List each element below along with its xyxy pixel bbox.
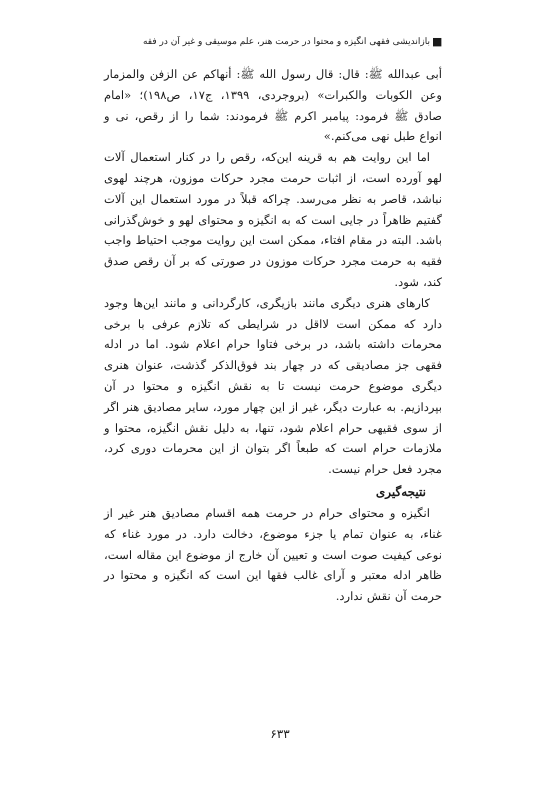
body-text <box>104 64 442 607</box>
paragraph-conclusion: انگیزه و محتوای حرام در حرمت همه اقسام مصادیق هنر غیر از غناء، به عنوان تمام یا جزء موضوع، دخالت دارد. در مورد غناء که نوعی کیفیت صوت است و تعیین آن خارج از موضوع این مقاله است، ظاهر ادله معتبر و آرای غالب فقها این است که انگیزه و محتوا در حرمت آن نقش ندارد. <box>104 505 442 604</box>
page-number: ۶۳۳ <box>270 727 290 741</box>
section-title-conclusion: نتیجه‌گیری <box>375 484 426 499</box>
header-ornament-icon: ■ <box>432 35 443 48</box>
running-header: بازاندیشی فقهی انگیزه و محتوا در حرمت هنر، علم موسیقی و غیر آن در فقه <box>142 37 430 47</box>
paragraph-other-arts: کارهای هنری دیگری مانند بازیگری، کارگردانی و مانند این‌ها وجود دارد که ممکن است لااقل در شرایطی که تلازم عرفی با برخی محرمات داشته باشد، در برخی فتاوا حرام اعلام شود. اما در ادله فقهی جز مصادیقی که در چهار بند فوق‌الذکر گذشت، عنوان هنری دیگری موضوع حرمت نیست تا به نقش انگیزه و محتوا در آن بپردازیم. به عبارت دیگر، غیر از این چهار مورد، سایر مصادیق هنر اگر از سوی فقیهی حرام اعلام شود، تنها، به دلیل نقش انگیزه، محتوا و ملازمات حرام است که طبعاً اگر بتوان از این محرمات دوری کرد، مجرد فعل حرام نیست. <box>104 295 442 477</box>
paragraph-analysis: اما این روایت هم به قرینه این‌که، رقص را در کنار استعمال آلات لهو آورده است، از اثبات حرمت مجرد حرکات موزون، هرچند لهوی نباشد، قاصر به نظر می‌رسد. چراکه قبلاً در مورد استعمال این آلات گفتیم ظاهراً در جایی است که به انگیزه و محتوای لهو و خوش‌گذرانی باشد. البته در مقام افتاء، ممکن است این روایت موجب احتیاط واجب فقیه به حرمت مجرد حرکات موزون در صورتی که بر آن رقص صدق کند، شود. <box>104 150 442 289</box>
paragraph-quote: أبی عبدالله ﷺ: قال: قال رسول الله ﷺ: أنهاکم عن الزفن والمزمار وعن الکوبات والکبرات» (بروجردی، ۱۳۹۹، ج۱۷، ص۱۹۸)؛ «امام صادق ﷺ فرمود: پیامبر اکرم ﷺ فرمودند: شما را از رقص، نی و انواع طبل نهی می‌کنم.» <box>104 67 442 144</box>
